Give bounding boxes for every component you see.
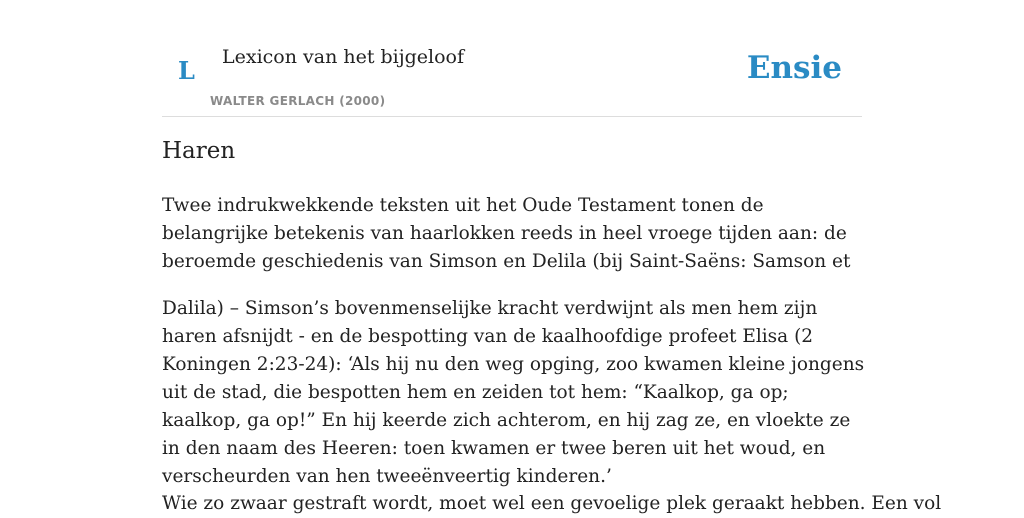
book-author-label: WALTER GERLACH (2000) <box>210 94 386 108</box>
entry-title: Haren <box>162 138 236 164</box>
book-title-link[interactable]: Lexicon van het bijgeloof <box>222 46 465 68</box>
article-paragraph-1: Twee indrukwekkende teksten uit het Oude Testament tonen de belangrijke betekenis van haarlokken reeds in heel vroege tijden aan: de beroemde geschiedenis van Simson en Delila (bij Saint-Saëns: Samson et <box>162 195 851 272</box>
article-paragraph-2: Dalila) – Simson’s bovenmenselijke kracht verdwijnt als men hem zijn haren afsnijdt - en de bespotting van de kaalhoofdige profeet Elisa (2 Koningen 2:23-24): ‘Als hij nu den weg opging, zoo kwamen kleine jongens uit de stad, die bespotten hem en zeiden tot hem: “Kaalkop, ga op; kaalkop, ga op!” En hij keerde zich achterom, en hij zag ze, en vloekte ze in den naam des Heeren: toen kwamen er twee beren uit het woud, en verscheurden van hen tweeënveertig kinderen.’ <box>162 298 865 487</box>
article-paragraph-3: Wie zo zwaar gestraft wordt, moet wel een gevoelige plek geraakt hebben. Een vol <box>162 493 942 514</box>
book-header <box>162 0 862 117</box>
book-letter-logo[interactable]: L <box>178 56 195 85</box>
ensie-logo-link[interactable]: Ensie <box>746 50 842 86</box>
